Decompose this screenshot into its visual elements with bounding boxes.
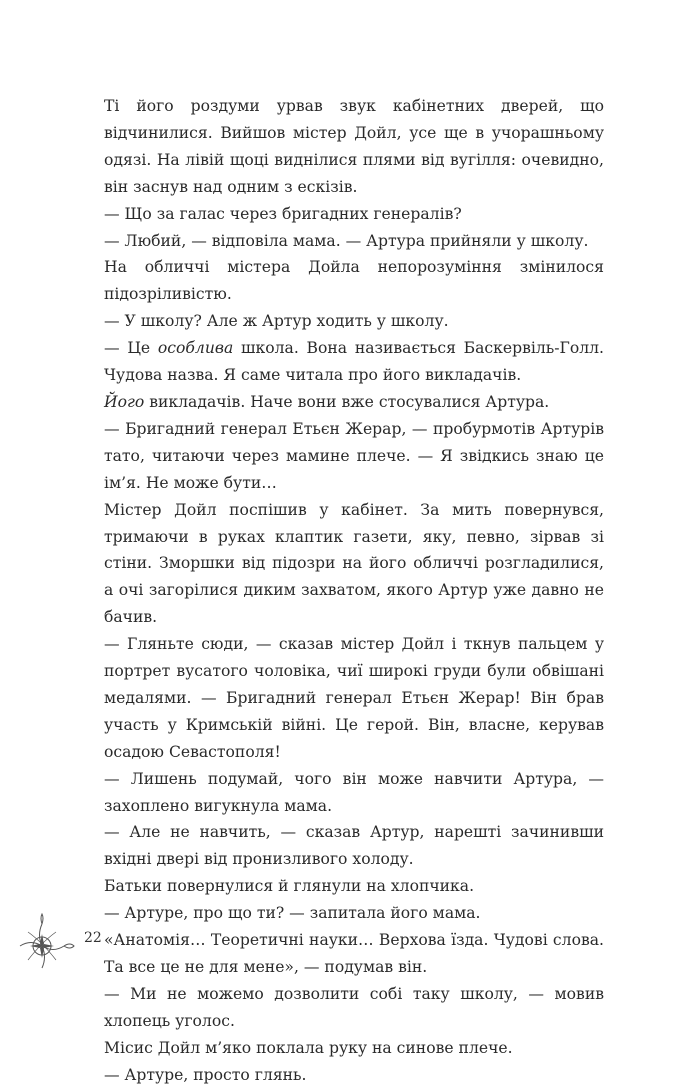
paragraph: — У школу? Але ж Артур ходить у школу. bbox=[104, 312, 449, 331]
text-run: школа. Вона називається Баскервіль-Голл. Чудова назва. Я саме читала про його викладачів. bbox=[104, 339, 604, 385]
paragraph: Батьки повернулися й глянули на хлопчика. bbox=[104, 877, 475, 896]
paragraph bbox=[104, 335, 604, 389]
paragraph: — Що за галас через бригадних генералів? bbox=[104, 204, 462, 223]
emphasis: Його bbox=[104, 392, 145, 411]
paragraph: — Лишень подумай, чого він може навчити Артура, — захоплено вигукнула мама. bbox=[104, 769, 604, 815]
emphasis: особлива bbox=[157, 339, 234, 358]
text-run: — Це bbox=[104, 339, 158, 358]
paragraph: — Бригадний генерал Етьєн Жерар, — пробурмотів Артурів тато, читаючи через мамине плече. — Я звідкись знаю це ім’я. Не може бути… bbox=[104, 419, 604, 492]
paragraph: Ті його роздуми урвав звук кабінетних дверей, що відчинилися. Вийшов містер Дойл, усе ще в учорашньому одязі. На лівій щоці виднілися плями від вугілля: очевидно, він заснув над одним з ескізів. bbox=[104, 97, 604, 196]
paragraph bbox=[104, 389, 604, 416]
paragraph: — Артуре, про що ти? — запитала його мама. bbox=[104, 904, 481, 923]
paragraph: Містер Дойл поспішив у кабінет. За мить повернувся, тримаючи в руках клаптик газети, яку, певно, зірвав зі стіни. Зморшки від підозри на його обличчі розгладилися, а очі загорілися диким захватом, якого Артур уже давно не бачив. bbox=[104, 500, 604, 627]
compass-rose-ornament-icon bbox=[18, 912, 80, 974]
page-number: 22 bbox=[84, 930, 102, 946]
paragraph: — Любий, — відповіла мама. — Артура прийняли у школу. bbox=[104, 231, 589, 250]
paragraph: На обличчі містера Дойла непорозуміння змінилося підозріливістю. bbox=[104, 258, 604, 304]
text-run: викладачів. Наче вони вже стосувалися Артура. bbox=[144, 392, 550, 411]
paragraph: — Артуре, просто глянь. bbox=[104, 1065, 307, 1084]
page-body bbox=[104, 93, 604, 1089]
paragraph: «Анатомія… Теоретичні науки… Верхова їзда. Чудові слова. Та все це не для мене», — подумав він. bbox=[104, 931, 604, 976]
paragraph: Місис Дойл м’яко поклала руку на синове плече. bbox=[104, 1038, 513, 1057]
paragraph: — Гляньте сюди, — сказав містер Дойл і ткнув пальцем у портрет вусатого чоловіка, чиї широкі груди були обвішані медалями. — Бригадний генерал Етьєн Жерар! Він брав участь у Кримській війні. Це герой. Він, власне, керував осадою Севастополя! bbox=[104, 635, 604, 761]
paragraph: — Ми не можемо дозволити собі таку школу, — мовив хлопець уголос. bbox=[104, 984, 604, 1030]
paragraph: — Але не навчить, — сказав Артур, нарешті зачинивши вхідні двері від пронизливого холоду. bbox=[104, 823, 604, 869]
